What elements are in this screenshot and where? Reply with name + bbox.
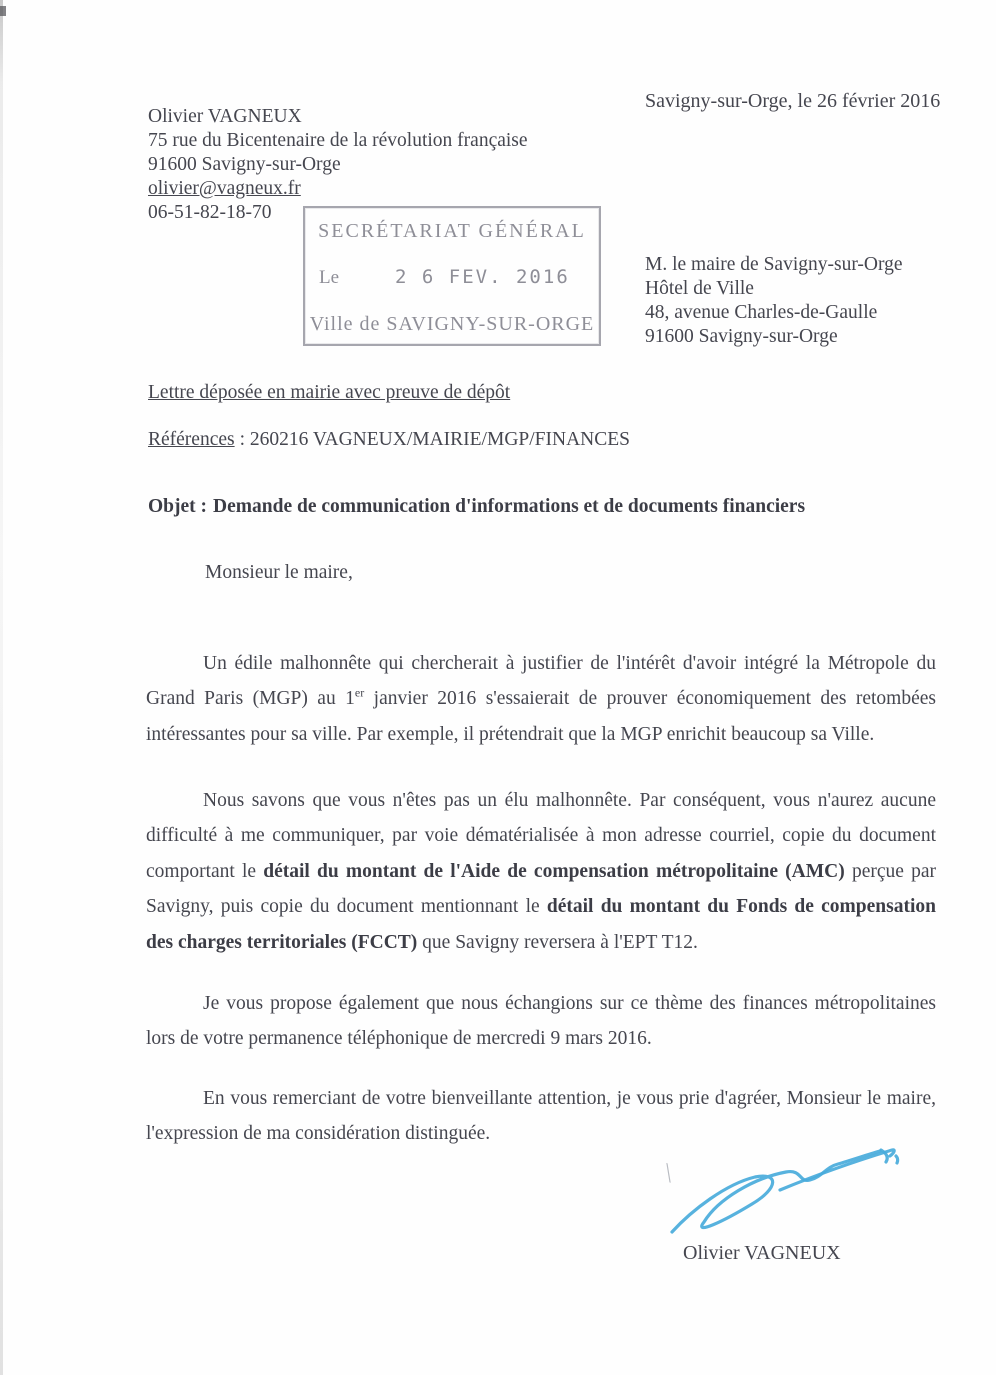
body-paragraph-3: Je vous propose également que nous échangions sur ce thème des finances métropolitaines lors de votre permanence téléphonique de mercredi 9 mars 2016. (146, 992, 936, 1049)
stamp-date-label: Le (319, 267, 340, 288)
body-paragraph-2 (146, 783, 936, 961)
letter-dateline: Savigny-sur-Orge, le 26 février 2016 (645, 90, 941, 112)
body-paragraph-4: En vous remerciant de votre bienveillante attention, je vous prie d'agréer, Monsieur le maire, l'expression de ma considération distinguée. (146, 1087, 936, 1144)
p1-text: Un édile malhonnête qui chercherait à justifier de l'intérêt d'avoir intégré la Métropole du Grand Paris (MGP) au 1 (146, 652, 936, 709)
scan-smudge-artifact: ╲ (661, 1163, 676, 1183)
p1-text: janvier 2016 s'essaierait de prouver économiquement des retombées intéressantes pour sa ville. Par exemple, il prétendrait que la MGP enrichit beaucoup sa Ville. (146, 688, 936, 745)
delivery-note: Lettre déposée en mairie avec preuve de dépôt (148, 382, 511, 403)
recipient-line: Hôtel de Ville (645, 278, 754, 299)
scan-edge-artifact (0, 0, 3, 1375)
recipient-block (645, 253, 903, 349)
subject-line (148, 496, 805, 518)
references-line (148, 429, 630, 451)
p2-bold-amc: détail du montant de l'Aide de compensation métropolitaine (AMC) (263, 860, 845, 882)
signature-name: Olivier VAGNEUX (683, 1242, 841, 1264)
signature-scribble (662, 1136, 902, 1248)
references-value: : 260216 VAGNEUX/MAIRIE/MGP/FINANCES (239, 429, 631, 450)
sender-phone: 06-51-82-18-70 (148, 202, 272, 223)
sender-city: 91600 Savigny-sur-Orge (148, 154, 341, 175)
sender-name: Olivier VAGNEUX (148, 106, 302, 127)
scan-corner-artifact (0, 6, 6, 16)
recipient-line: 48, avenue Charles-de-Gaulle (645, 302, 878, 323)
sender-email: olivier@vagneux.fr (148, 178, 301, 199)
p1-superscript: er (354, 685, 365, 700)
sender-street: 75 rue du Bicentenaire de la révolution française (148, 130, 528, 151)
reception-stamp (303, 206, 601, 346)
references-label: Références (148, 429, 235, 450)
subject-label: Objet : (148, 496, 208, 517)
subject-text: Demande de communication d'informations et de documents financiers (213, 496, 806, 517)
p2-bold-fcct: détail du montant du Fonds de compensation des charges territoriales (FCCT) (146, 896, 936, 953)
signature-svg (662, 1136, 902, 1248)
stamp-dateline (319, 266, 570, 289)
p2-text: que Savigny reversera à l'EPT T12. (417, 931, 698, 953)
p2-text: Nous savons que vous n'êtes pas un élu malhonnête. Par conséquent, vous n'aurez aucune difficulté à me communiquer, par voie dématérialisée à mon adresse courriel, copie du document comportant le (146, 789, 936, 882)
p2-text: perçue par Savigny, puis copie du document mentionnant le (146, 860, 936, 917)
body-paragraph-1 (146, 646, 936, 753)
recipient-line: 91600 Savigny-sur-Orge (645, 326, 838, 347)
recipient-line: M. le maire de Savigny-sur-Orge (645, 254, 903, 275)
salutation: Monsieur le maire, (205, 562, 353, 583)
stamp-footer: Ville de SAVIGNY-SUR-ORGE (309, 313, 595, 335)
stamp-title: SECRÉTARIAT GÉNÉRAL (318, 220, 586, 242)
stamp-date-value: 2 6 FEV. 2016 (395, 266, 570, 288)
